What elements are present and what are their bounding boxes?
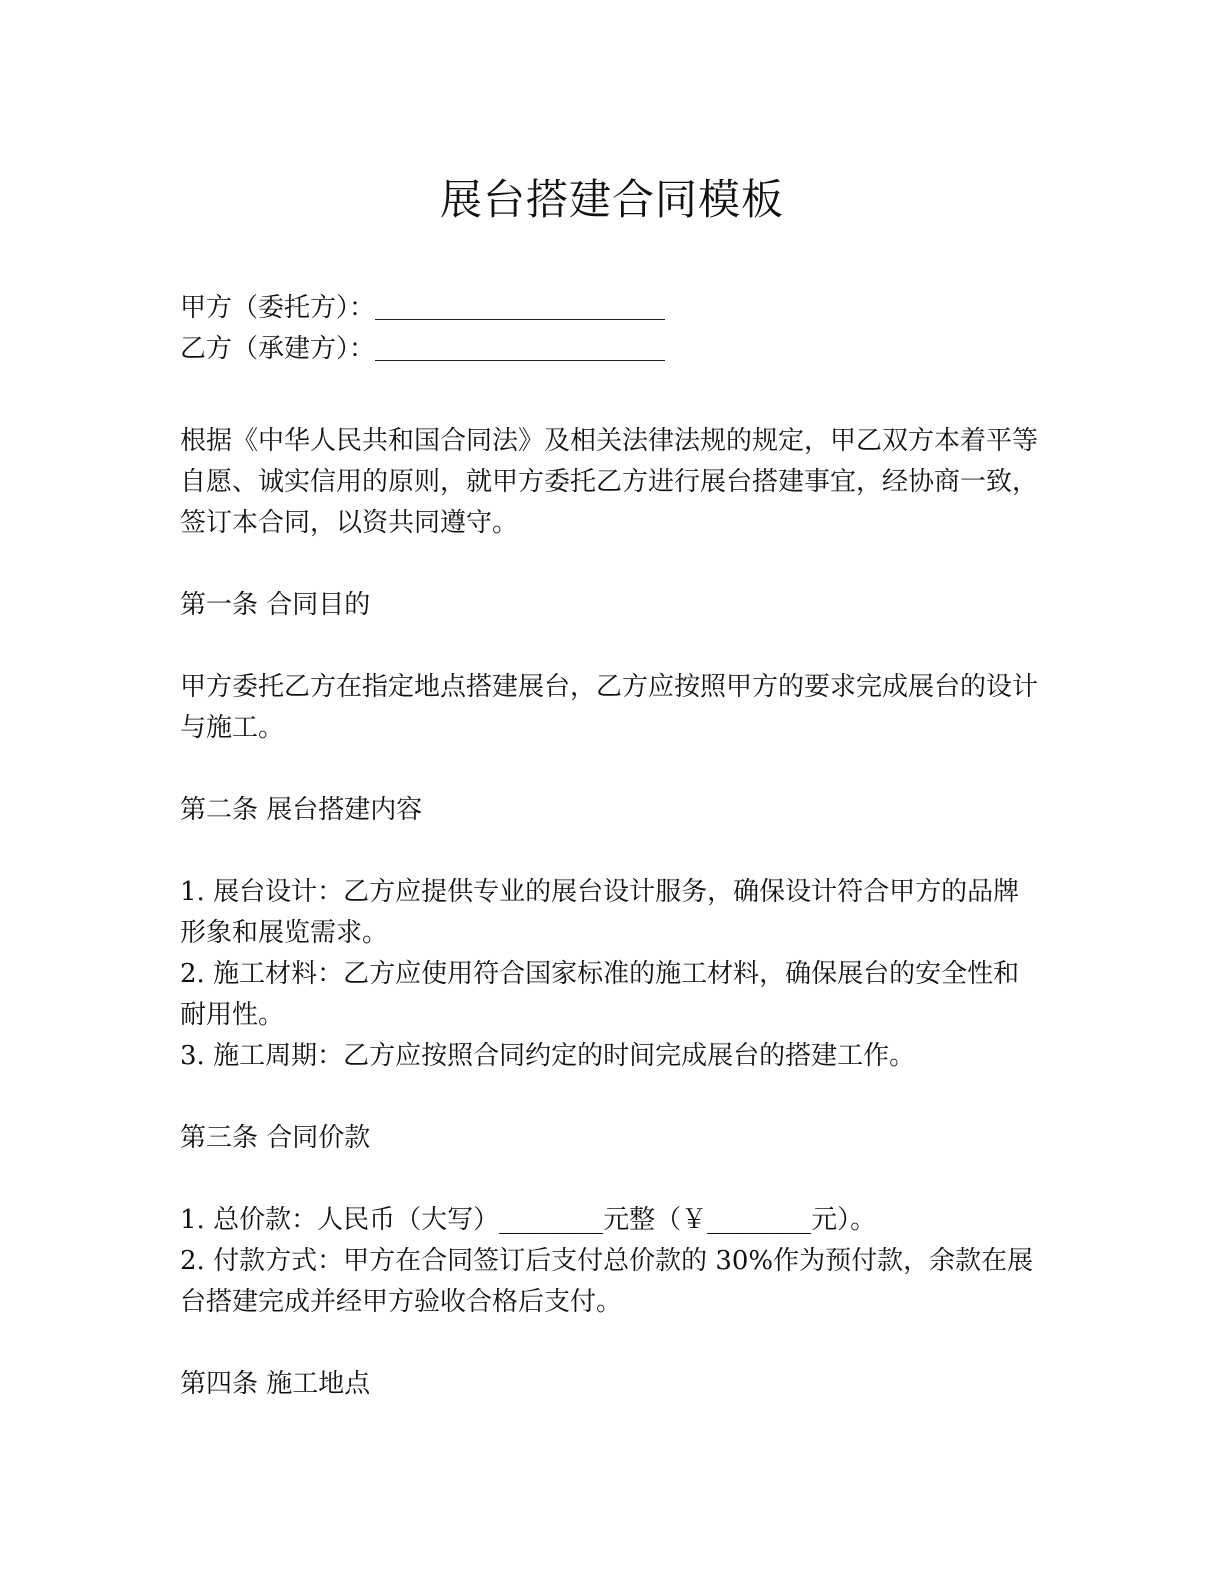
article-4-heading: 第四条 施工地点 xyxy=(180,1369,371,1399)
spacer xyxy=(180,1323,1040,1364)
spacer xyxy=(180,831,1040,872)
party-b-line xyxy=(180,329,1040,370)
article-2-item-3: 3. 施工周期：乙方应按照合同约定的时间完成展台的搭建工作。 xyxy=(180,1041,916,1071)
spacer xyxy=(180,544,1040,585)
party-b-label: 乙方（承建方）： xyxy=(180,334,376,364)
article-2-item-1: 1. 展台设计：乙方应提供专业的展台设计服务，确保设计符合甲方的品牌形象和展览需求。 xyxy=(180,877,1020,948)
party-a-blank-field[interactable] xyxy=(375,291,665,320)
article-1-body: 甲方委托乙方在指定地点搭建展台，乙方应按照甲方的要求完成展台的设计与施工。 xyxy=(180,672,1039,743)
article-3-item-2: 2. 付款方式：甲方在合同签订后支付总价款的 30%作为预付款，余款在展台搭建完成并经甲方验收合格后支付。 xyxy=(180,1246,1034,1317)
party-b-blank-field[interactable] xyxy=(375,332,665,361)
spacer xyxy=(180,626,1040,667)
article-3-heading: 第三条 合同价款 xyxy=(180,1123,371,1153)
spacer xyxy=(180,370,1040,421)
article-2-item-2: 2. 施工材料：乙方应使用符合国家标准的施工材料，确保展台的安全性和耐用性。 xyxy=(180,959,1020,1030)
spacer xyxy=(180,1077,1040,1118)
spacer xyxy=(180,1159,1040,1200)
article-3-item-1: 1. 总价款：人民币（大写）________元整（￥________元）。 xyxy=(180,1205,877,1235)
party-a-line xyxy=(180,288,1040,329)
document-title: 展台搭建合同模板 xyxy=(439,175,784,224)
spacer xyxy=(180,749,1040,790)
article-2-heading: 第二条 展台搭建内容 xyxy=(180,795,423,825)
document-body xyxy=(180,288,1040,1405)
article-1-heading: 第一条 合同目的 xyxy=(180,590,371,620)
party-a-label: 甲方（委托方）： xyxy=(180,293,376,323)
preamble-paragraph: 根据《中华人民共和国合同法》及相关法律法规的规定，甲乙双方本着平等自愿、诚实信用的原则，就甲方委托乙方进行展台搭建事宜，经协商一致，签订本合同，以资共同遵守。 xyxy=(180,426,1039,538)
